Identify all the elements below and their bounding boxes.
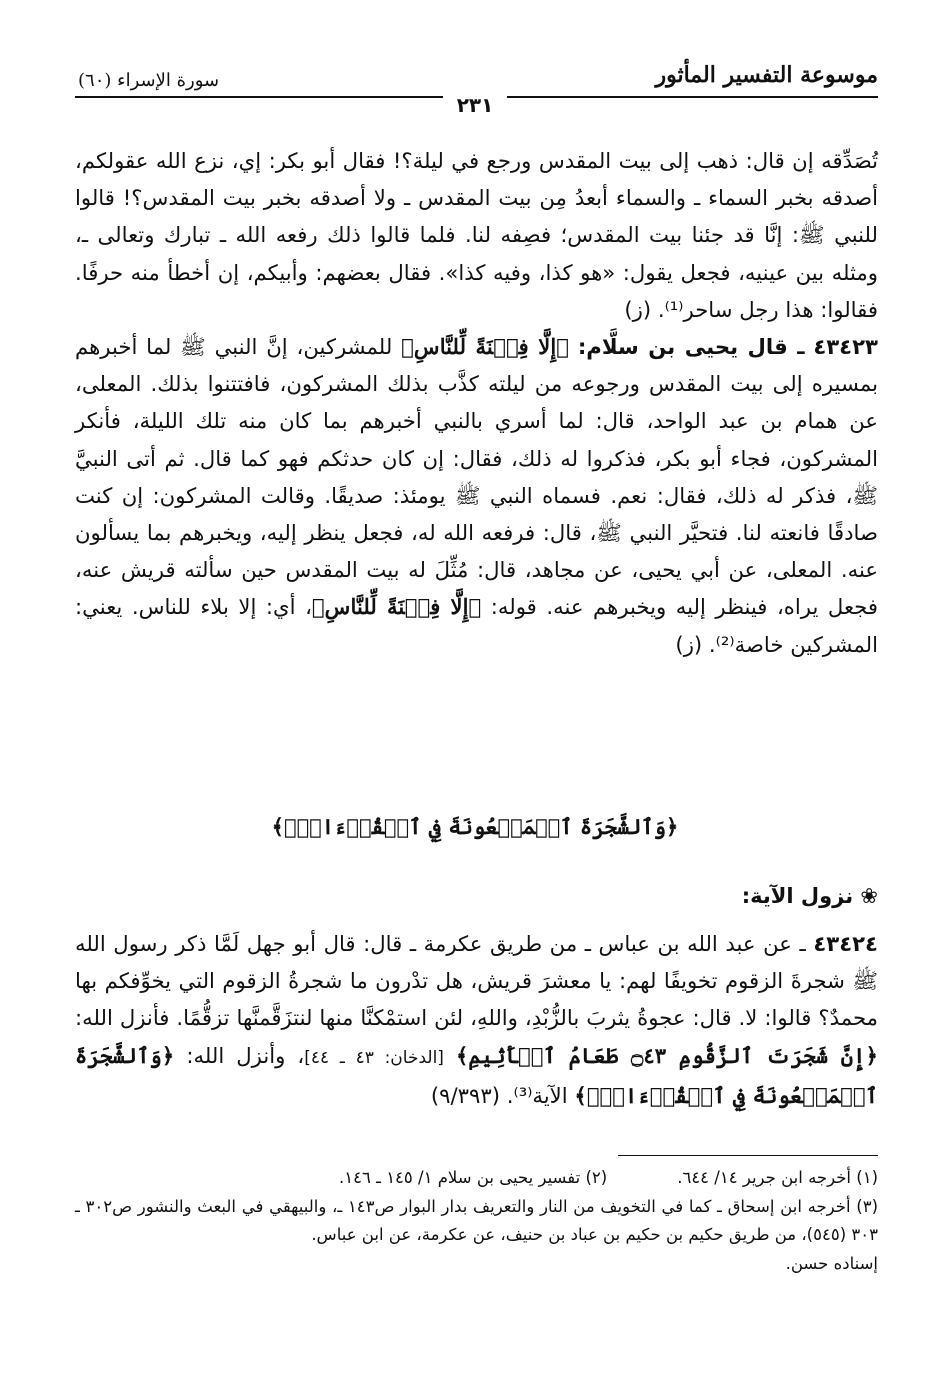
verse-reference: [الدخان: ٤٣ ـ ٤٤] (304, 1047, 444, 1068)
footnotes (75, 1164, 878, 1278)
surah-header: سورة الإسراء (٦٠) (78, 70, 220, 91)
quran-quote-4: ﴿وَٱلشَّجَرَةَ ٱلۡمَلۡعُونَةَ فِي ٱلۡقُرۡءَانِۚ﴾ (75, 1042, 878, 1108)
paragraph-2-text: للمشركين، إنَّ النبي ﷺ لما أخبرهم بمسيره إلى بيت المقدس ورجوعه من ليلته كذَّب بذلك المشركون، فافتتنوا بذلك. المعلى، عن همام بن عبد الواحد، قال: لما أسري بالنبي أخبرهم بما كان منه تلك الليلة، فأنكر المشركون، فجاء أبو بكر، فذكروا له ذلك، فقال: إن كان حدثكم فهو كما قال. ثم أتى النبيَّ ﷺ، فذكر له ذلك، فقال: نعم. فسماه النبي ﷺ يومئذ: صديقًا. وقالت المشركون: إن كنت صادقًا فانعته لنا. فتحيَّر النبي ﷺ، قال: فرفعه الله له، فجعل ينظر إليه، ويخبرهم بما يسألون عنه. المعلى، عن أبي يحيى، عن مجاهد، قال: مُثِّلَ له بيت المقدس حين سألته قريش عنه، فجعل يراه، فينظر إليه ويخبرهم عنه. قوله: (75, 334, 878, 620)
section-heading: ❀ نزول الآية: (741, 884, 878, 908)
footnote-2: (٢) تفسير يحيى بن سلام ١/ ١٤٥ ـ ١٤٦. (339, 1168, 608, 1187)
paragraph-3 (75, 925, 878, 1114)
paragraph-2 (75, 328, 878, 663)
main-text-2 (75, 925, 878, 1114)
quran-quote: ﴿إِلَّا فِتۡنَةً لِّلنَّاسِ﴾ (401, 334, 569, 360)
paragraph-1: تُصَدِّقه إن قال: ذهب إلى بيت المقدس ورجع في ليلة؟! فقال أبو بكر: إي، نزع الله عقولكم، أصدقه بخبر السماء ـ والسماء أبعدُ مِن بيت المقدس ـ ولا أصدقه بخبر بيت المقدس؟! قالوا للنبي ﷺ: إنَّا قد جئنا بيت المقدس؛ فصِفه لنا. فلما قالوا ذلك رفعه الله ـ تبارك وتعالى ـ، ومثله بين عينيه، فجعل يقول: «هو كذا، وفيه كذا». فقال بعضهم: وأبيكم، إن أخطأ منه حرفًا. فقالوا: هذا رجل ساحر⁽¹⁾. (ز) (75, 148, 878, 322)
page-number (0, 93, 950, 117)
paragraph-3-text: ـ عن عبد الله بن عباس ـ من طريق عكرمة ـ قال: قال أبو جهل لَمَّا ذكر رسول الله ﷺ شجرةَ الزقوم تخويفًا لهم: يا معشرَ قريش، هل تدْرون ما شجرةُ الزقوم التي يخوِّفكم بها محمدٌ؟ قالوا: لا. قال: عجوةُ يثربَ بالزُّبْدِ، واللهِ، لئن استمْكنَّا منها لنتزَقَّمنَّها تزقُّمًا. فأنزل الله: (75, 931, 878, 1031)
footnote-3-end: إسناده حسن. (785, 1253, 878, 1273)
footnote-3: (٣) أخرجه ابن إسحاق ـ كما في التخويف من النار والتعريف بدار البوار ص١٤٣ ـ، والبيهقي في البعث والنشور ص٣٠٢ ـ ٣٠٣ (٥٤٥)، من طريق حكيم بن حكيم بن عباد بن حنيف، عن عكرمة، عن ابن عباس. (75, 1196, 878, 1244)
quran-quote-3: ﴿إِنَّ شَجَرَتَ ٱلزَّقُّومِ ۝٤٣ طَعَامُ ٱلۡأَثِيمِ﴾ (455, 1042, 878, 1068)
book-title-header: موسوعة التفسير المأثور (655, 62, 878, 88)
paragraph-2-text-end: ، أي: إلا بلاء للناس. يعني: المشركين خاصة⁽²⁾. (ز) (75, 594, 878, 657)
footnote-1: (١) أخرجه ابن جرير ١٤/ ٦٤٤. (677, 1168, 878, 1187)
hadith-number: ٤٣٤٢٣ (813, 334, 878, 360)
paragraph-3-text-3: الآية⁽³⁾. (٩/٣٩٣) (430, 1082, 568, 1108)
paragraph-3-text-2: ، وأنزل الله: (186, 1042, 305, 1068)
footnote-rule (618, 1155, 878, 1156)
page-number-text: ٢٣١ (443, 93, 508, 117)
hadith-number-2: ٤٣٤٢٤ (813, 931, 878, 956)
footnote-row (75, 1164, 878, 1193)
quran-quote-2: ﴿إِلَّا فِتۡنَةً لِّلنَّاسِ﴾ (311, 594, 482, 620)
main-text (75, 142, 878, 663)
narrator: ـ قال يحيى بن سلَّام: (577, 334, 805, 360)
section-title: ﴿وَٱلشَّجَرَةَ ٱلۡمَلۡعُونَةَ فِي ٱلۡقُرۡءَانِۚ﴾ (271, 814, 679, 839)
